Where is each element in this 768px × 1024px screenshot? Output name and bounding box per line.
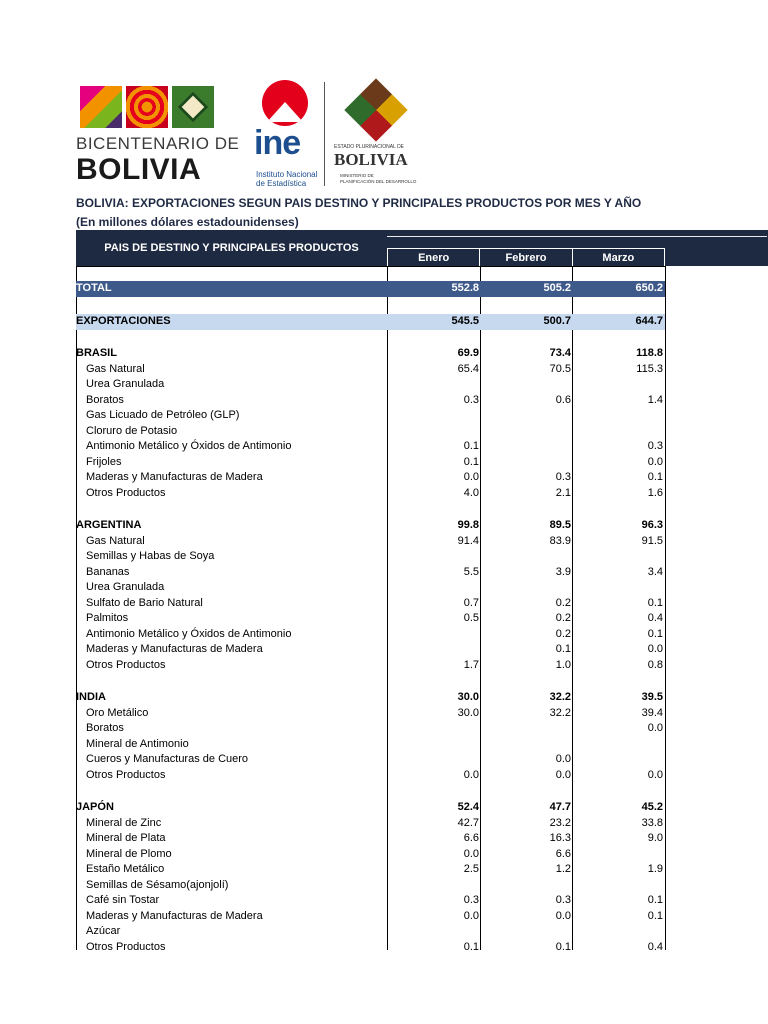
value-marzo: 0.3 xyxy=(647,440,663,452)
value-febrero: 73.4 xyxy=(549,347,571,359)
value-febrero: 0.3 xyxy=(555,894,571,906)
row-label: Boratos xyxy=(86,722,124,734)
product-row xyxy=(76,862,665,878)
row-label: Otros Productos xyxy=(86,940,166,953)
value-marzo: 0.0 xyxy=(647,643,663,655)
row-label: Antimonio Metálico y Óxidos de Antimonio xyxy=(86,440,292,452)
row-label: Palmitos xyxy=(86,612,129,624)
value-marzo: 0.0 xyxy=(647,455,663,468)
value-febrero: 0.6 xyxy=(555,393,571,406)
row-label: Sulfato de Bario Natural xyxy=(86,596,203,609)
product-row xyxy=(76,455,665,471)
product-row xyxy=(76,752,665,768)
value-marzo: 644.7 xyxy=(635,314,663,327)
value-enero: 91.4 xyxy=(457,534,479,547)
value-enero: 0.1 xyxy=(463,455,479,468)
ine-subtitle-line2: de Estadística xyxy=(256,179,307,188)
estado-text-line3 xyxy=(340,173,416,185)
ine-mountain-icon xyxy=(262,80,308,126)
value-enero: 0.1 xyxy=(463,440,479,452)
value-enero: 0.0 xyxy=(463,768,479,781)
product-row xyxy=(76,816,665,832)
value-febrero: 1.2 xyxy=(555,863,571,875)
estado-text-line1: ESTADO PLURINACIONAL DE xyxy=(334,144,405,150)
product-row xyxy=(76,893,665,909)
value-marzo: 45.2 xyxy=(641,801,663,813)
row-label: Gas Licuado de Petróleo (GLP) xyxy=(86,409,240,421)
value-enero: 30.0 xyxy=(457,706,479,719)
row-label: JAPÓN xyxy=(76,801,114,813)
exp-row xyxy=(76,314,665,330)
value-febrero: 6.6 xyxy=(555,847,571,860)
bicentenario-square-3 xyxy=(172,86,214,128)
product-row xyxy=(76,549,665,565)
ine-wordmark: ine xyxy=(254,124,301,162)
value-enero: 4.0 xyxy=(463,486,479,499)
page-title: BOLIVIA: EXPORTACIONES SEGUN PAIS DESTINO Y PRINCIPALES PRODUCTOS POR MES Y AÑO xyxy=(76,196,642,210)
row-label: EXPORTACIONES xyxy=(76,314,171,327)
product-row xyxy=(76,393,665,409)
product-row xyxy=(76,408,665,424)
value-marzo: 33.8 xyxy=(641,816,663,829)
row-label: Frijoles xyxy=(86,455,122,468)
row-label: Antimonio Metálico y Óxidos de Antimonio xyxy=(86,627,292,640)
product-row xyxy=(76,847,665,863)
table-header-rule xyxy=(387,236,767,237)
product-row xyxy=(76,611,665,627)
value-marzo: 650.2 xyxy=(635,282,663,294)
product-row xyxy=(76,377,665,393)
value-enero: 99.8 xyxy=(457,519,479,531)
row-label: INDIA xyxy=(76,691,106,703)
bicentenario-squares xyxy=(80,86,214,128)
row-label: Gas Natural xyxy=(86,362,145,375)
row-label: Semillas de Sésamo(ajonjolí) xyxy=(86,878,229,891)
value-enero: 30.0 xyxy=(457,691,479,703)
value-marzo: 0.1 xyxy=(647,894,663,906)
value-marzo: 0.1 xyxy=(647,471,663,483)
product-row xyxy=(76,486,665,502)
value-febrero: 89.5 xyxy=(549,519,571,531)
row-label: Cloruro de Potasio xyxy=(86,424,178,437)
value-febrero: 32.2 xyxy=(549,691,571,703)
value-febrero: 2.1 xyxy=(555,486,571,499)
estado-plurinacional-logo xyxy=(334,82,424,186)
value-marzo: 1.6 xyxy=(647,486,663,499)
row-label: Maderas y Manufacturas de Madera xyxy=(86,471,263,483)
logo-divider xyxy=(324,82,325,186)
value-enero: 0.3 xyxy=(463,393,479,406)
value-febrero: 0.3 xyxy=(555,471,571,483)
value-enero: 0.7 xyxy=(463,596,479,609)
value-enero: 1.7 xyxy=(463,658,479,671)
value-enero: 2.5 xyxy=(463,863,479,875)
value-enero: 69.9 xyxy=(457,347,479,359)
country-row xyxy=(76,690,665,706)
row-label: Otros Productos xyxy=(86,486,166,499)
bicentenario-text-line2: BOLIVIA xyxy=(76,153,202,186)
value-marzo: 0.8 xyxy=(647,658,663,671)
row-label: BRASIL xyxy=(76,347,117,359)
row-label: Café sin Tostar xyxy=(86,894,160,906)
value-enero: 0.1 xyxy=(463,940,479,953)
row-label: Bananas xyxy=(86,565,130,578)
table-header-months xyxy=(387,248,665,266)
row-label: ARGENTINA xyxy=(76,519,142,531)
value-marzo: 0.1 xyxy=(647,909,663,922)
bicentenario-logo xyxy=(76,86,240,190)
value-enero: 0.0 xyxy=(463,909,479,922)
value-febrero: 16.3 xyxy=(549,832,571,844)
value-marzo: 1.9 xyxy=(647,863,663,875)
product-row xyxy=(76,439,665,455)
row-label: Gas Natural xyxy=(86,534,145,547)
product-row xyxy=(76,580,665,596)
row-label: Estaño Metálico xyxy=(86,863,165,875)
product-row xyxy=(76,627,665,643)
value-febrero: 0.2 xyxy=(555,627,571,640)
product-row xyxy=(76,940,665,956)
value-febrero: 0.0 xyxy=(555,768,571,781)
row-label: Otros Productos xyxy=(86,658,166,671)
value-marzo: 0.4 xyxy=(647,940,663,953)
value-marzo: 0.1 xyxy=(647,627,663,640)
row-label: Otros Productos xyxy=(86,768,166,781)
table-header-main: PAIS DE DESTINO Y PRINCIPALES PRODUCTOS xyxy=(104,242,359,254)
value-marzo: 0.0 xyxy=(647,768,663,781)
value-marzo: 0.1 xyxy=(647,596,663,609)
product-row xyxy=(76,642,665,658)
value-enero: 6.6 xyxy=(463,832,479,844)
row-label: Urea Granulada xyxy=(86,378,165,390)
value-marzo: 91.5 xyxy=(641,534,663,547)
bicentenario-text-line1: BICENTENARIO DE xyxy=(76,134,240,153)
product-row xyxy=(76,706,665,722)
value-marzo: 0.4 xyxy=(647,612,663,624)
header-month-enero: Enero xyxy=(387,248,479,266)
row-label: Mineral de Plomo xyxy=(86,847,172,860)
value-marzo: 0.0 xyxy=(647,722,663,734)
product-row xyxy=(76,878,665,894)
country-row xyxy=(76,346,665,362)
value-febrero: 0.1 xyxy=(555,940,571,953)
value-marzo: 9.0 xyxy=(647,832,663,844)
product-row xyxy=(76,831,665,847)
product-row xyxy=(76,424,665,440)
value-enero: 0.3 xyxy=(463,894,479,906)
row-label: Maderas y Manufacturas de Madera xyxy=(86,909,263,922)
value-marzo: 96.3 xyxy=(641,519,663,531)
product-row xyxy=(76,737,665,753)
value-febrero: 1.0 xyxy=(555,658,571,671)
product-row xyxy=(76,924,665,940)
value-febrero: 23.2 xyxy=(549,816,571,829)
header-month-marzo: Marzo xyxy=(572,248,665,266)
country-row xyxy=(76,800,665,816)
row-label: Azúcar xyxy=(86,925,121,937)
row-label: Semillas y Habas de Soya xyxy=(86,550,215,562)
row-label: Urea Granulada xyxy=(86,581,165,593)
bicentenario-square-1 xyxy=(80,86,122,128)
estado-crest-icon xyxy=(344,78,407,141)
value-enero: 0.0 xyxy=(463,847,479,860)
value-marzo: 39.5 xyxy=(641,691,663,703)
estado-ministry-line1: MINISTERIO DE xyxy=(340,173,374,178)
value-febrero: 0.2 xyxy=(555,612,571,624)
header-month-febrero: Febrero xyxy=(479,248,571,266)
country-row xyxy=(76,518,665,534)
value-febrero: 0.0 xyxy=(555,909,571,922)
product-row xyxy=(76,470,665,486)
product-row xyxy=(76,534,665,550)
row-label: Maderas y Manufacturas de Madera xyxy=(86,643,263,655)
value-febrero: 32.2 xyxy=(549,706,571,719)
row-label: Mineral de Zinc xyxy=(86,816,162,829)
value-marzo: 115.3 xyxy=(636,362,663,375)
value-febrero: 505.2 xyxy=(543,282,571,294)
product-row xyxy=(76,721,665,737)
total-row xyxy=(76,281,665,297)
value-enero: 5.5 xyxy=(463,565,479,578)
product-row xyxy=(76,909,665,925)
row-label: Oro Metálico xyxy=(86,706,149,719)
value-febrero: 0.2 xyxy=(555,596,571,609)
value-enero: 65.4 xyxy=(457,362,479,375)
logo-strip xyxy=(76,78,426,190)
value-febrero: 70.5 xyxy=(549,362,571,375)
value-febrero: 500.7 xyxy=(543,314,571,327)
value-febrero: 3.9 xyxy=(555,565,571,578)
value-febrero: 47.7 xyxy=(549,801,571,813)
row-label: Mineral de Plata xyxy=(86,832,166,844)
row-label: Mineral de Antimonio xyxy=(86,737,189,750)
ine-subtitle-line1: Instituto Nacional xyxy=(256,170,318,179)
value-febrero: 0.1 xyxy=(555,643,571,655)
value-marzo: 1.4 xyxy=(647,393,663,406)
product-row xyxy=(76,362,665,378)
value-enero: 552.8 xyxy=(451,282,479,294)
ine-logo xyxy=(254,80,316,186)
table-top-rule xyxy=(76,266,665,267)
row-label: Boratos xyxy=(86,393,124,406)
value-enero: 0.0 xyxy=(463,471,479,483)
value-marzo: 3.4 xyxy=(647,565,663,578)
value-febrero: 83.9 xyxy=(549,534,571,547)
estado-text-line2: BOLIVIA xyxy=(334,150,408,169)
value-marzo: 118.8 xyxy=(636,347,663,359)
row-label: TOTAL xyxy=(76,282,112,294)
value-enero: 52.4 xyxy=(457,801,479,813)
value-enero: 42.7 xyxy=(457,816,479,829)
value-febrero: 0.0 xyxy=(555,753,571,765)
table-right-border xyxy=(665,266,666,950)
product-row xyxy=(76,596,665,612)
bicentenario-square-2 xyxy=(126,86,168,128)
value-enero: 545.5 xyxy=(451,314,479,327)
product-row xyxy=(76,768,665,784)
product-row xyxy=(76,565,665,581)
value-marzo: 39.4 xyxy=(641,706,663,719)
page-subtitle: (En millones dólares estadounidenses) xyxy=(76,215,299,229)
row-label: Cueros y Manufacturas de Cuero xyxy=(86,753,249,765)
value-enero: 0.5 xyxy=(463,612,479,624)
product-row xyxy=(76,658,665,674)
estado-ministry-line2: PLANIFICACIÓN DEL DESARROLLO xyxy=(340,179,417,184)
